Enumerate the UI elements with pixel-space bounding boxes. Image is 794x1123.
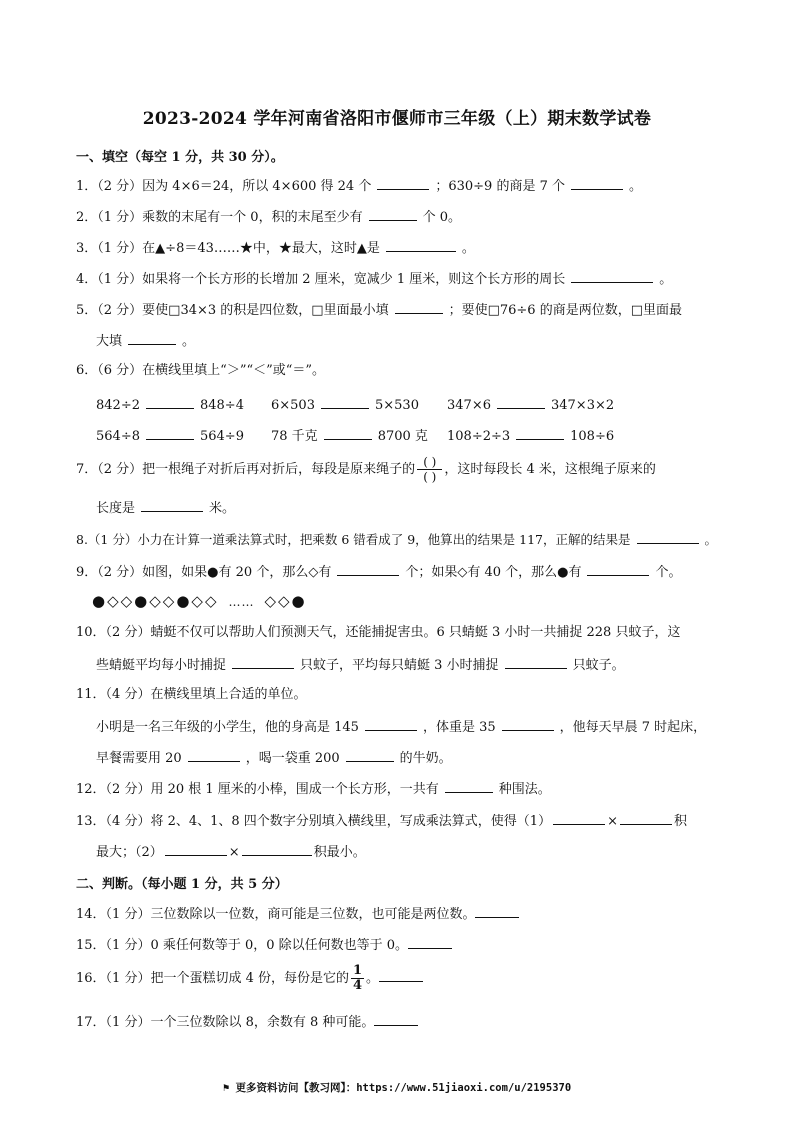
question-5-continued: 大填 。 (96, 331, 195, 351)
question-14: 14．（1 分）三位数除以一位数，商可能是三位数，也可能是两位数。 (76, 904, 724, 924)
question-2: 2．（1 分）乘数的末尾有一个 0，积的末尾至少有 个 0。 (76, 207, 724, 227)
blank-fraction[interactable]: $\frac{( )}{( )}$ (417, 455, 442, 484)
answer-blank[interactable] (165, 842, 227, 856)
question-11: 11．（4 分）在横线里填上合适的单位。 (76, 687, 307, 702)
question-10-continued: 些蜻蜓平均每小时捕捉 只蚊子，平均每只蜻蜓 3 小时捕捉 只蚊子。 (96, 655, 625, 675)
answer-blank[interactable] (475, 904, 519, 918)
answer-blank[interactable] (379, 968, 423, 982)
flag-icon: ⚑ (222, 1082, 230, 1094)
shape-sequence-tail: ◇◇● (264, 592, 307, 610)
question-17: 17．（1 分）一个三位数除以 8，余数有 8 种可能。 (76, 1012, 724, 1032)
question-10: 10．（2 分）蜻蜓不仅可以帮助人们预测天气，还能捕捉害虫。6 只蜻蜓 3 小时一共捕捉 228 只蚊子，这 (76, 625, 681, 640)
question-13: 13．（4 分）将 2、4、1、8 四个数字分别填入横线里，写成乘法算式，使得（1） × 积 (76, 811, 724, 831)
question-15: 15．（1 分）0 乘任何数等于 0，0 除以任何数也等于 0。 (76, 935, 724, 955)
question-3: 3．（1 分）在▲÷8＝43……★中，★最大，这时▲是 。 (76, 238, 724, 258)
answer-blank[interactable] (374, 1012, 418, 1026)
shape-pattern (92, 592, 307, 610)
question-13-continued: 最大；（2） × 积最小。 (96, 842, 366, 862)
footer-text: 更多资料访问【教习网】：https://www.51jiaoxi.com/u/2195370 (235, 1082, 572, 1094)
question-12: 12．（2 分）用 20 根 1 厘米的小棒，围成一个长方形，一共有 种围法。 (76, 779, 724, 799)
answer-blank[interactable] (587, 562, 649, 576)
answer-blank[interactable] (505, 655, 567, 669)
section-true-false-heading: 二、判断。（每小题 1 分，共 5 分） (76, 877, 288, 892)
answer-blank[interactable] (146, 426, 194, 440)
page-title: 2023-2024 学年河南省洛阳市偃师市三年级（上）期末数学试卷 (142, 109, 652, 129)
question-7: 7．（2 分）把一根绳子对折后再对折后，每段是原来绳子的 $\frac{( )}{( )}$ ，这时每段长 4 米，这根绳子原来的 (76, 455, 656, 484)
answer-blank[interactable] (128, 331, 176, 345)
answer-blank[interactable] (445, 779, 493, 793)
answer-blank[interactable] (232, 655, 294, 669)
question-4: 4．（1 分）如果将一个长方形的长增加 2 厘米，宽减少 1 厘米，则这个长方形的周长 。 (76, 269, 724, 289)
answer-blank[interactable] (377, 176, 429, 190)
answer-blank[interactable] (571, 269, 653, 283)
question-11-line-2: 小明是一名三年级的小学生，他的身高是 145 ，体重是 35 ，他每天早晨 7 时起床， (96, 717, 706, 737)
question-5: 5．（2 分）要使□34×3 的积是四位数，□里面最小填 ；要使□76÷6 的商是两位数，□里面最 (76, 300, 724, 320)
answer-blank[interactable] (369, 207, 417, 221)
answer-blank[interactable] (395, 300, 443, 314)
answer-blank[interactable] (408, 935, 452, 949)
question-9: 9．（2 分）如图，如果●有 20 个，那么◇有 个；如果◇有 40 个，那么●有 个。 (76, 562, 724, 582)
answer-blank[interactable] (502, 717, 554, 731)
shape-sequence: ●◇◇●◇◇●◇◇ (92, 592, 219, 610)
answer-blank[interactable] (242, 842, 312, 856)
question-1: 1．（2 分）因为 4×6＝24，所以 4×600 得 24 个 ；630÷9 的商是 7 个 。 (76, 176, 724, 196)
answer-blank[interactable] (637, 530, 699, 544)
answer-blank[interactable] (188, 748, 240, 762)
exam-page: 2023-2024 学年河南省洛阳市偃师市三年级（上）期末数学试卷 一、填空（每空 1 分，共 30 分）。 1．（2 分）因为 4×6＝24，所以 4×600 得 24 个 ；630÷9 的商是 7 个 。 2．（1 分）乘数的末尾有一个 0，积的末尾至少有 个 0。 3．（1 分）在▲÷8＝43……★中，★最大，这时▲是 。 4．（1 分）如果将一个长方形的长增加 2 厘米，宽减少 1 厘米，则这个长方形的周长 。 5．（2 分）要使□34×3 的积是四位数，□里面最小填 ；要使□76÷6 的商是两位数，□里面最 大填 。 6．（6 分）在横线里填上“＞”“＜”或“＝”。 842÷2 848÷4 6×503 5×530 347×6 347×3×2 564÷8 564÷9 78 千克 8700 克 108÷2÷3 108÷6 7．（2 分）把一根绳子对折后再对折后，每段是原来绳子的 $\frac{( )}{( )}$ ，这时每段长 4 米，这根绳子原来的 长度是 米。 8.（1 分）小力在计算一道乘法算式时，把乘数 6 错看成了 9，他算出的结果是 117，正解的结果是 。 9．（2 分）如图，如果●有 20 个，那么◇有 个；如果◇有 40 个，那么●有 个。 ●◇◇●◇◇●◇◇ …… ◇◇● 10．（2 分）蜻蜓不仅可以帮助人们预测天气，还能捕捉害虫。6 只蜻蜓 3 小时一共捕捉 228 只蚊子，这 些蜻蜓平均每小时捕捉 只蚊子，平均每只蜻蜓 3 小时捕捉 只蚊子。 11．（4 分）在横线里填上合适的单位。 小明是一名三年级的小学生，他的身高是 145 ，体重是 35 ，他每天早晨 7 时起床， 早餐需要用 20 ，喝一袋重 200 的牛奶。 12．（2 分）用 20 根 1 厘米的小棒，围成一个长方形，一共有 种围法。 13．（4 分）将 2、4、1、8 四个数字分别填入横线里，写成乘法算式，使得（1） × 积 最大；（2） × 积最小。 二、判断。（每小题 1 分，共 5 分） 14．（1 分）三位数除以一位数，商可能是三位数，也可能是两位数。 15．（1 分）0 乘任何数等于 0，0 除以任何数也等于 0。 16．（1 分）把一个蛋糕切成 4 份，每份是它的 $\frac{1}{4}$ 。 17．（1 分）一个三位数除以 8，余数有 8 种可能。 ⚑ 更多资料访问【教习网】：https://www.51jiaoxi.com/u/2195370 (0, 0, 794, 1123)
answer-blank[interactable] (620, 811, 672, 825)
answer-blank[interactable] (497, 395, 545, 409)
question-16: 16．（1 分）把一个蛋糕切成 4 份，每份是它的 $\frac{1}{4}$ 。 (76, 964, 724, 993)
question-8: 8.（1 分）小力在计算一道乘法算式时，把乘数 6 错看成了 9，他算出的结果是 117，正解的结果是 。 (76, 532, 718, 547)
answer-blank[interactable] (146, 395, 194, 409)
answer-blank[interactable] (516, 426, 564, 440)
answer-blank[interactable] (553, 811, 605, 825)
footer-link[interactable] (0, 1080, 794, 1095)
answer-blank[interactable] (324, 426, 372, 440)
question-11-line-3: 早餐需要用 20 ，喝一袋重 200 的牛奶。 (96, 748, 452, 768)
fraction-one-quarter: $\frac{1}{4}$ (352, 963, 363, 993)
question-6: 6．（6 分）在横线里填上“＞”“＜”或“＝”。 (76, 363, 326, 378)
answer-blank[interactable] (346, 748, 394, 762)
section-fill-in-heading: 一、填空（每空 1 分，共 30 分）。 (76, 150, 284, 165)
answer-blank[interactable] (365, 717, 417, 731)
answer-blank[interactable] (337, 562, 399, 576)
answer-blank[interactable] (571, 176, 623, 190)
answer-blank[interactable] (141, 498, 203, 512)
question-7-continued: 长度是 米。 (96, 498, 235, 518)
answer-blank[interactable] (386, 238, 456, 252)
answer-blank[interactable] (321, 395, 369, 409)
ellipsis: …… (228, 595, 255, 609)
